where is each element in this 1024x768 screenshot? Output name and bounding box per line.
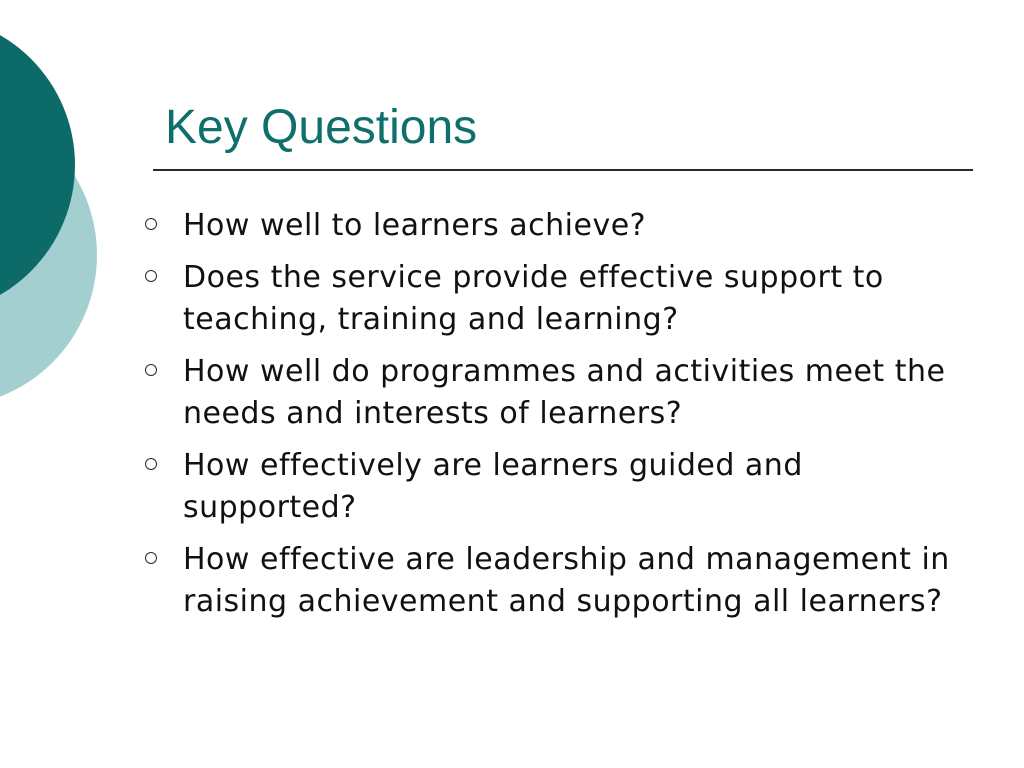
bullet-list [145,205,975,633]
hollow-circle-bullet-icon [145,218,157,230]
slide-title: Key Questions [165,101,478,154]
bullet-text: How well to learners achieve? [183,208,647,243]
bullet-text: Does the service provide effective support to teaching, training and learning? [183,260,884,337]
bullet-item [145,539,975,623]
hollow-circle-bullet-icon [145,364,157,376]
bullet-text: How effective are leadership and management in raising achievement and supporting all learners? [183,542,950,619]
bullet-text: How well do programmes and activities meet the needs and interests of learners? [183,354,946,431]
bullet-item [145,445,975,529]
bullet-item [145,205,975,247]
hollow-circle-bullet-icon [145,552,157,564]
decorative-circles [0,0,110,420]
bullet-text: How effectively are learners guided and supported? [183,448,803,525]
hollow-circle-bullet-icon [145,458,157,470]
title-divider [153,169,973,171]
hollow-circle-bullet-icon [145,270,157,282]
bullet-item [145,351,975,435]
bullet-item [145,257,975,341]
